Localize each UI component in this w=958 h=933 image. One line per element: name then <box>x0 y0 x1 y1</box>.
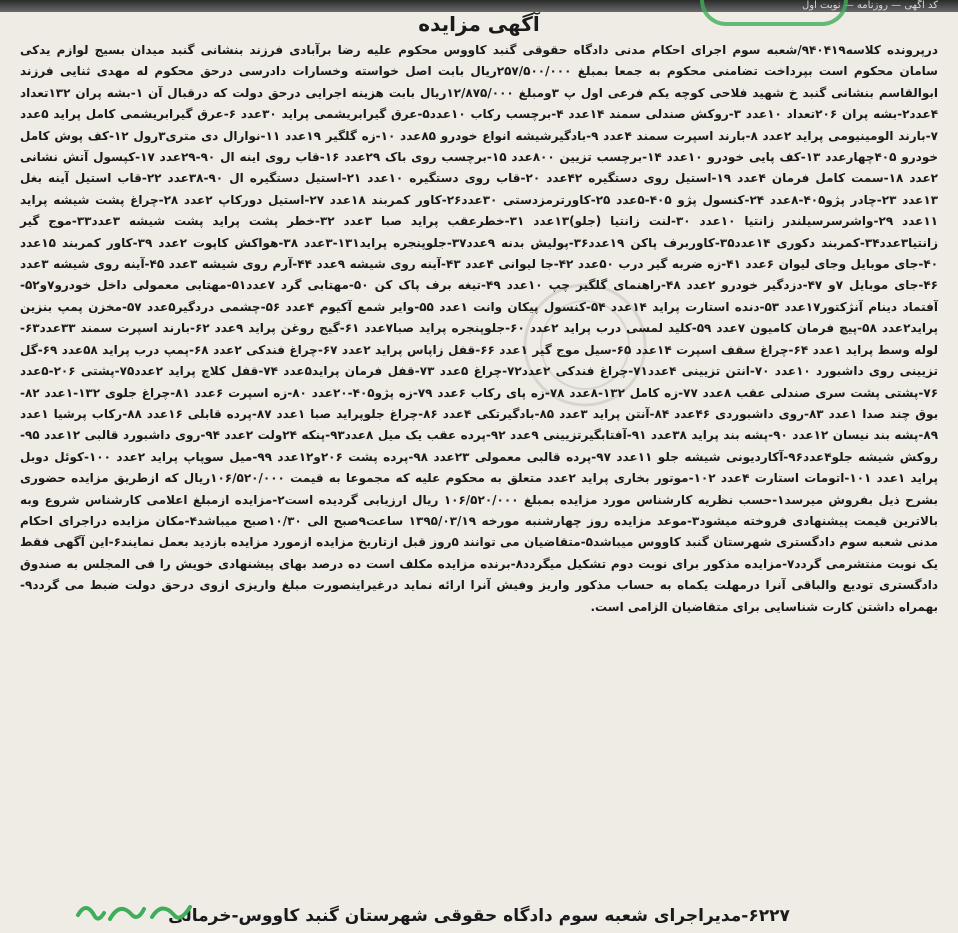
notice-title: آگهی مزایده <box>418 12 540 36</box>
notice-body: درپرونده کلاسه۹۴۰۴۱۹/شعبه سوم اجرای احکام مدنی دادگاه حقوقی گنبد کاووس محکوم علیه رضا برآبادی فرزند بنشانی گنبد میدان بسیج لوازم یدکی سامان محکوم است بپرداخت تضامنی محکوم به جمعا بمبلغ ۲۵۷/۵۰۰/۰۰۰ریال بابت اصل خواسته وخسارات دادرسی درحق محکوم له مهدی ثنایی فرزند ابوالقاسم بنشانی گنبد خ شهید فلاحی کوچه یکم فرعی اول پ ۳ومبلغ ۱۲/۸۷۵/۰۰۰ریال بابت هزینه اجرایی درحق دولت که درقبال آن ۱-بشه پران ۱۳۲تعداد ۴عدد۲-بشه پران ۲۰۶تعداد ۱۰عدد ۳-روکش صندلی سمند ۱۴عدد ۴-برچسب رکاب ۱۰عدد۵-عرق گیرابریشمی پراید ۳۰عدد ۶-عرق گیرابریشمی کامل پراید ۵عدد ۷-بارند الومینیومی پراید ۲عدد ۸-بارند اسپرت سمند ۴عدد ۹-بادگیرشیشه انواع خودرو ۸۵عدد ۱۰-زه گلگیر ۱۹عدد ۱۱-نوارال دی متری۳رول ۱۲-کف پوش کامل خودرو ۴۰۵چهارعدد ۱۳-کف پایی خودرو ۱۰عدد ۱۴-برچسب تزیین ۸۰۰عدد ۱۵-برچسب روی باک ۲۹عدد ۱۶-قاب روی اینه ال ۹۰-۲۹عدد ۱۷-کپسول آتش نشانی ۲عدد ۱۸-سمت کامل فرمان ۴عدد ۱۹-استیل روی دستگیره ۴۲عدد ۲۰-قاب روی دستگیره ۱۰عدد ۲۱-استیل دستگیره ال ۹۰-۳۸عدد ۲۲-قاب استیل آینه بغل ۱۳عدد ۲۳-چادر پژو۴۰۵-۸عدد ۲۴-کنسول پژو ۴۰۵-۵عدد ۲۵-کاورترمزدستی ۳۰عدد۲۶-کاور کمربند ۱۸عدد ۲۷-استیل دورکاپ ۲عدد ۲۸-چراغ پشت شیشه پراید ۱۱عدد ۲۹-واشرسرسیلندر زانتیا ۱۰عدد ۳۰-لنت زانتیا (جلو)۱۳عدد ۳۱-خطرعقب پراید صبا ۳عدد ۳۲-خطر پشت پراید پشت شیشه ۳عدد۳۳-موج گیر زانتیا۳عدد۳۴-کمربند دکوری ۱۴عدد۳۵-کاوربرف پاکن ۱۹عدد۳۶-پولیش بدنه ۹عدد۳۷-جلوپنجره پراید۱۳۱-۳عدد ۳۸-هواکش کاپوت ۲عدد ۳۹-کاور کمربند ۱۵عدد ۴۰-جای موبایل وجای لیوان ۶عدد ۴۱-زه ضربه گیر درب ۵۰عدد ۴۲-جا لیوانی ۴عدد ۴۳-آینه روی شیشه ۹عدد ۴۴-آرم روی شیشه ۳عدد ۴۵-آینه روی شیشه ۳عدد ۴۶-جای موبایل ۷و ۴۷-دزدگیر خودرو ۲عدد ۴۸-راهنمای گلگیر چپ ۱۰عدد ۴۹-تیغه برف پاک کن ۵۰-مهتابی گرد ۷عدد۵۱-مهتابی معمولی داخل خودرو۷و۵۲-آفتماد دینام آنژکتور۱۷عدد ۵۳-دنده استارت پراید ۱۴عدد ۵۴-کنسول پیکان وانت ۱عدد ۵۵-وایر شمع آکیوم ۴عدد ۵۶-چشمی دردگیر۵عدد ۵۷-مخزن پمپ بنزین پراید۲عدد ۵۸-پیچ فرمان کامیون ۷عدد ۵۹-کلید لمسی درب پراید ۲عدد ۶۰-جلوپنجره پراید صبا۷عدد ۶۱-گیج روغن پراید ۹عدد ۶۲-بارند اسپرت سمند ۳۳عدد۶۳-لوله وسط پراید ۱عدد ۶۴-چراغ سقف اسپرت ۱۴عدد ۶۵-سیل موج گیر ۱عدد ۶۶-قفل زاپاس پراید ۲عدد ۶۷-چراغ فندکی ۲عدد ۶۸-پمپ درب پراید ۵۸عدد ۶۹-گل تزیینی روی داشبورد ۱۰عدد ۷۰-انتن تزیینی ۴عدد۷۱-چراغ فندکی ۲عدد۷۲-چراغ ۵عدد ۷۳-قفل فرمان پراید۵عدد ۷۴-قفل کلاچ پراید ۲عدد۷۵-پشتی ۲۰۶-۵عدد ۷۶-پشتی پشت سری صندلی عقب ۸عدد ۷۷-زه کامل ۱۳۲-۸عدد ۷۸-زه پای رکاب ۶عدد ۷۹-زه پژو۴۰۵-۲۰عدد ۸۰-زه اسپرت ۶عدد ۸۱-چراغ جلوی ۱۳۲-۱عدد ۸۲-بوق چند صدا ۱عدد ۸۳-روی داشبوردی ۴۶عدد ۸۴-آنتن پراید ۳عدد ۸۵-بادگیرتکی ۴عدد ۸۶-چراغ جلوپراید صبا ۱عدد ۸۷-پرده قابلی ۱۶عدد ۸۸-رکاب پرشیا ۱عدد ۸۹-پشه بند نیسان ۱۲عدد ۹۰-پشه بند پراید ۳۸عدد ۹۱-آفتابگیرتزیینی ۹عدد ۹۲-پرده عقب یک میل ۸عدد۹۳-پنکه ۲۴ولت ۲عدد ۹۴-روی داشبورد قالبی ۱۲عدد ۹۵-روکش شیشه جلو۴عدد۹۶-آکاردیونی شیشه جلو ۱۱عدد ۹۷-پرده قالبی معمولی ۲۳عدد ۹۸-پرده پشت ۲۰۶و۱۲عدد ۹۹-میل سوپاپ پراید ۲عدد ۱۰۰-کوئل دوبل پراید ۱عدد ۱۰۱-اتومات استارت ۴عدد ۱۰۲-موتور بخاری پراید ۲عدد متعلق به محکوم علیه که مجموعا به قیمت ۱۰۶/۵۲۰/۰۰۰ریال که ازطریق مزایده حضوری بشرح ذیل بفروش میرسد۱-حسب نظریه کارشناس مورد مزایده بمبلغ ۱۰۶/۵۲۰/۰۰۰ ریال ارزیابی گردیده است۲-مزایده ازمبلغ اعلامی کارشناس شروع وبه بالاترین قیمت پیشنهادی فروخته میشود۳-موعد مزایده روز چهارشنبه مورخه ۱۳۹۵/۰۳/۱۹ ساعت۹صبح الی ۱۰/۳۰صبح میباشد۴-مکان مزایده دراجرای احکام مدنی شعبه سوم دادگستری شهرستان گنبد کاووس میباشد۵-متقاضیان می توانند ۵روز قبل ازتاریخ مزایده ازمورد مزایده بازدید بعمل نمایند۶-این آگهی فقط یک نوبت منتشرمی گردد۷-مزایده مذکور برای نوبت دوم تشکیل میگردد۸-برنده مزایده مکلف است ده درصد بهای پیشنهادی خویش را فی المجلس به صندوق دادگستری تودیع والباقی آنرا درمهلت یکماه به حساب مذکور واریز وفیش آنرا ارائه نماید درغیراینصورت مبلغ واریزی ازوی درحق دولت ضبط می گردد۹-بهمراه داشتن کارت شناسایی برای متقاضیان الزامی است. <box>20 43 939 614</box>
handwritten-note <box>70 897 200 927</box>
header-strip-text: کد آگهی — روزنامه — نوبت اول <box>801 0 938 11</box>
auction-notice <box>20 10 938 929</box>
notice-signature: ۶۲۲۷-مدیراجرای شعبه سوم دادگاه حقوقی شهرستان گنبد کاووس-خرمالی <box>168 906 790 926</box>
